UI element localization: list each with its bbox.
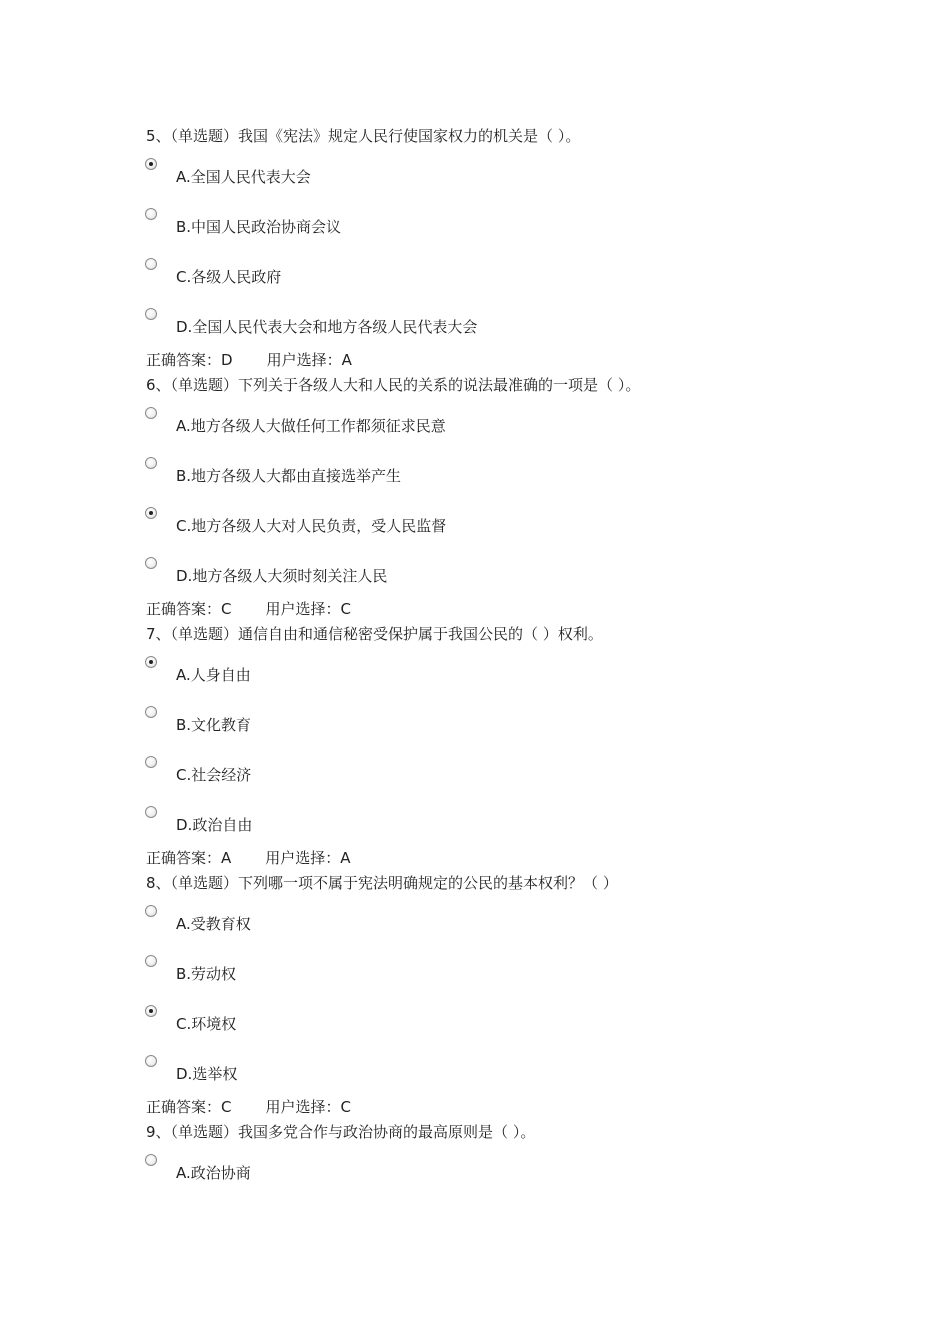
- question-6-option-d[interactable]: [145, 557, 745, 587]
- radio-checked-icon[interactable]: [145, 1005, 157, 1017]
- option-label: A.人身自由: [176, 666, 251, 684]
- question-9-title: 9、（单选题）我国多党合作与政治协商的最高原则是（ ）。: [146, 1123, 536, 1141]
- option-label: D.地方各级人大须时刻关注人民: [176, 567, 388, 585]
- option-label: C.环境权: [176, 1015, 237, 1033]
- radio-unchecked-icon[interactable]: [145, 258, 157, 270]
- option-label: A.受教育权: [176, 915, 251, 933]
- option-label: B.地方各级人大都由直接选举产生: [176, 467, 402, 485]
- question-8-answer-line: [146, 1097, 351, 1117]
- option-label: B.中国人民政治协商会议: [176, 218, 342, 236]
- correct-answer: 正确答案：A: [146, 849, 232, 867]
- question-9-option-a[interactable]: [145, 1154, 745, 1184]
- correct-answer: 正确答案：C: [146, 1098, 232, 1116]
- user-choice: 用户选择：C: [265, 600, 351, 618]
- radio-checked-icon[interactable]: [145, 656, 157, 668]
- radio-checked-icon[interactable]: [145, 507, 157, 519]
- radio-unchecked-icon[interactable]: [145, 1055, 157, 1067]
- radio-unchecked-icon[interactable]: [145, 1154, 157, 1166]
- question-8-option-a[interactable]: [145, 905, 745, 935]
- question-5-option-d[interactable]: [145, 308, 745, 338]
- user-choice: 用户选择：C: [265, 1098, 351, 1116]
- radio-unchecked-icon[interactable]: [145, 407, 157, 419]
- question-6-answer-line: [146, 599, 351, 619]
- option-label: C.社会经济: [176, 766, 252, 784]
- user-choice: 用户选择：A: [265, 849, 351, 867]
- correct-answer: 正确答案：C: [146, 600, 232, 618]
- question-6-option-b[interactable]: [145, 457, 745, 487]
- question-5-answer-line: [146, 350, 352, 370]
- question-5-option-a[interactable]: [145, 158, 745, 188]
- question-8-option-b[interactable]: [145, 955, 745, 985]
- question-6-title: 6、（单选题）下列关于各级人大和人民的关系的说法最准确的一项是（ ）。: [146, 376, 641, 394]
- radio-unchecked-icon[interactable]: [145, 806, 157, 818]
- user-choice: 用户选择：A: [266, 351, 352, 369]
- radio-unchecked-icon[interactable]: [145, 905, 157, 917]
- question-7-answer-line: [146, 848, 351, 868]
- option-label: A.地方各级人大做任何工作都须征求民意: [176, 417, 446, 435]
- radio-unchecked-icon[interactable]: [145, 308, 157, 320]
- radio-unchecked-icon[interactable]: [145, 208, 157, 220]
- question-7-option-d[interactable]: [145, 806, 745, 836]
- option-label: B.劳动权: [176, 965, 237, 983]
- option-label: A.政治协商: [176, 1164, 251, 1182]
- option-label: B.文化教育: [176, 716, 252, 734]
- question-7-option-c[interactable]: [145, 756, 745, 786]
- question-5-title: 5、（单选题）我国《宪法》规定人民行使国家权力的机关是（ ）。: [146, 127, 581, 145]
- question-6-option-a[interactable]: [145, 407, 745, 437]
- question-5-option-b[interactable]: [145, 208, 745, 238]
- radio-unchecked-icon[interactable]: [145, 955, 157, 967]
- radio-unchecked-icon[interactable]: [145, 457, 157, 469]
- option-label: C.各级人民政府: [176, 268, 282, 286]
- option-label: D.选举权: [176, 1065, 238, 1083]
- question-5-option-c[interactable]: [145, 258, 745, 288]
- correct-answer: 正确答案：D: [146, 351, 233, 369]
- radio-checked-icon[interactable]: [145, 158, 157, 170]
- question-7-title: 7、（单选题）通信自由和通信秘密受保护属于我国公民的（ ）权利。: [146, 625, 603, 643]
- radio-unchecked-icon[interactable]: [145, 756, 157, 768]
- question-8-title: 8、（单选题）下列哪一项不属于宪法明确规定的公民的基本权利？（ ）: [146, 874, 618, 892]
- option-label: D.政治自由: [176, 816, 253, 834]
- radio-unchecked-icon[interactable]: [145, 557, 157, 569]
- option-label: D.全国人民代表大会和地方各级人民代表大会: [176, 318, 478, 336]
- question-7-option-b[interactable]: [145, 706, 745, 736]
- radio-unchecked-icon[interactable]: [145, 706, 157, 718]
- option-label: A.全国人民代表大会: [176, 168, 311, 186]
- option-label: C.地方各级人大对人民负责，受人民监督: [176, 517, 447, 535]
- question-8-option-d[interactable]: [145, 1055, 745, 1085]
- question-8-option-c[interactable]: [145, 1005, 745, 1035]
- question-6-option-c[interactable]: [145, 507, 745, 537]
- question-7-option-a[interactable]: [145, 656, 745, 686]
